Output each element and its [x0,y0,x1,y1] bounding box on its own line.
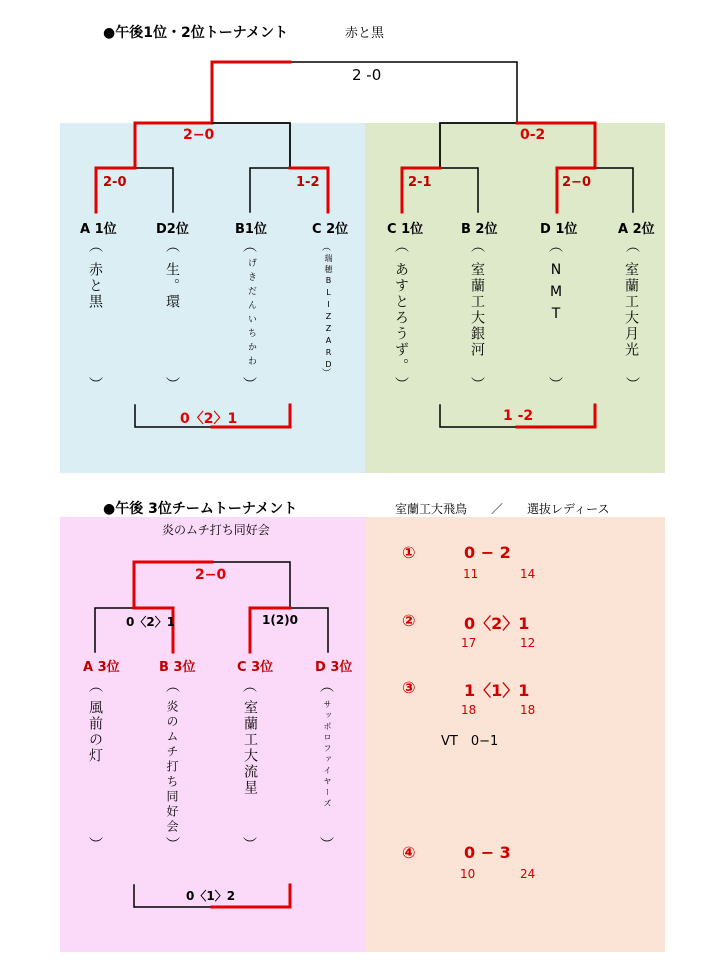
seed-b1: B1位 [235,222,267,237]
set-right-points: 18 [520,703,536,717]
set-score: 0 − 2 [464,543,511,562]
paren-open: ︵ [166,679,180,695]
paren-close: ︶ [471,377,485,393]
match-header: 室蘭工大飛鳥 ／ 選抜レディース [395,502,610,516]
team-name-a3: 風前の灯 [87,700,103,764]
set-score: 0 − 3 [464,843,511,862]
paren-close: ︶ [395,377,409,393]
section2-consolation-score: 0〈1〉2 [186,889,236,903]
set-number: ③ [402,678,416,697]
team-name-b1: げきだんいちかわ [246,258,256,370]
seed-c2: C 2位 [312,222,349,237]
paren-open: ︵ [626,239,640,255]
paren-close: ︶ [166,837,180,853]
section1-left-semi-score: 2−0 [183,127,215,143]
section1-champion: 赤と黒 [345,26,385,41]
team-name-d3: サッポロファイヤーズ [323,700,332,810]
team-name-b2: 室蘭工大銀河 [469,262,485,358]
seed-d3: D 3位 [315,660,353,675]
team-name-a1: 赤と黒 [87,262,103,310]
paren-open: ︵ [89,679,103,695]
seed-d1: D 1位 [540,222,578,237]
seed-c3: C 3位 [237,660,274,675]
paren-open: ︵ [243,679,257,695]
section2-title: ●午後 3位チームトーナメント [103,501,298,517]
paren-close: ︶ [322,369,332,379]
set-right-points: 24 [520,867,536,881]
paren-open: ︵ [166,239,180,255]
paren-open: ︵ [89,239,103,255]
paren-open: ︵ [322,243,332,253]
section1-title: ●午後1位・2位トーナメント [103,25,289,41]
section1-right-semi-score: 0-2 [520,127,546,143]
section1-left-consolation-score: 0〈2〉1 [180,411,238,427]
team-name-c3: 室蘭工大流星 [242,700,258,796]
section1-right-consolation-score: 1 -2 [503,408,534,424]
vt-score: VT 0−1 [441,734,499,749]
set-score: 0〈2〉1 [464,614,530,633]
section1-q2-score: 1-2 [296,175,320,190]
seed-b2: B 2位 [461,222,498,237]
team-name-c1: あすとろうず。 [393,262,409,374]
paren-open: ︵ [549,239,563,255]
set-left-points: 18 [461,703,477,717]
team-name-b3: 炎のムチ打ち同好会 [165,700,179,835]
section2-left-semi-score: 0〈2〉1 [126,615,176,629]
section2-right-semi-score: 1(2)0 [262,613,299,627]
seed-a1: A 1位 [80,222,117,237]
team-name-c2: 瑞穂BLIZZARD [324,254,333,372]
paren-close: ︶ [89,377,103,393]
section2-final-score: 2−0 [195,567,227,583]
seed-d2: D2位 [156,222,189,237]
team-name-a2: 室蘭工大月光 [623,262,639,358]
set-left-points: 11 [463,567,479,581]
section1-q1-score: 2-0 [103,175,127,190]
set-left-points: 10 [460,867,476,881]
paren-close: ︶ [320,837,334,853]
section2-champion: 炎のムチ打ち同好会 [162,523,270,537]
seed-b3: B 3位 [159,660,196,675]
set-number: ④ [402,843,416,862]
set-number: ① [402,543,416,562]
set-score: 1〈1〉1 [464,681,530,700]
paren-close: ︶ [626,377,640,393]
paren-close: ︶ [549,377,563,393]
section1-final-score: 2 -0 [352,66,382,84]
team-name-d2: 生。環 [164,262,180,310]
paren-open: ︵ [395,239,409,255]
set-left-points: 17 [461,636,477,650]
team-name-d1: NMT [548,262,564,328]
set-right-points: 14 [520,567,536,581]
paren-open: ︵ [320,679,334,695]
paren-open: ︵ [243,239,257,255]
set-number: ② [402,611,416,630]
seed-c1: C 1位 [387,222,424,237]
paren-close: ︶ [166,377,180,393]
paren-close: ︶ [243,837,257,853]
paren-close: ︶ [89,837,103,853]
seed-a3: A 3位 [83,660,120,675]
section1-q3-score: 2-1 [408,175,432,190]
section1-q4-score: 2−0 [562,175,591,190]
seed-a2: A 2位 [618,222,655,237]
paren-open: ︵ [471,239,485,255]
paren-close: ︶ [243,377,257,393]
set-right-points: 12 [520,636,536,650]
